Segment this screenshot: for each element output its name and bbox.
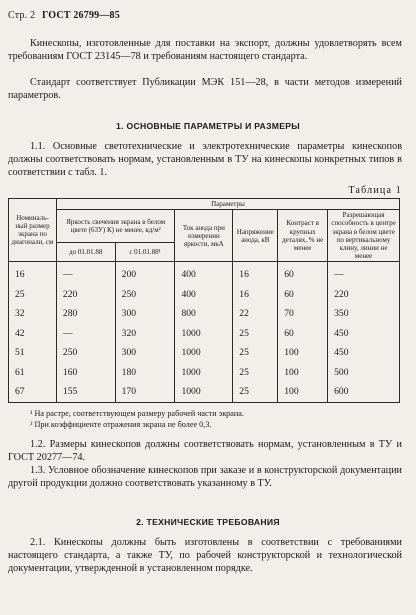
header-resolution: Разрешающая способность в центре экрана в белом цвете по вертикальному клину, линии не менее (328, 210, 400, 262)
table-cell: 100 (278, 363, 328, 383)
table-cell: 200 (115, 262, 175, 285)
table-cell: 25 (9, 285, 57, 305)
table-cell: 1000 (175, 343, 233, 363)
header-anode-current: Ток анода при измерении яркости, мкА (175, 210, 233, 262)
intro-paragraph-1: Кинескопы, изготовленные для поставки на экспорт, должны удовлетворять всем требованиям ГОСТ 23145—78 и требованиям настоящего стандарта. (8, 38, 402, 62)
paragraph-1-1: 1.1. Основные светотехнические и электротехнические параметры кинескопов должны соответствовать нормам, установленным в ТУ на кинескопы конкретных типов в соответствии с табл. 1. (8, 141, 402, 178)
header-before-date: до 01.01.88 (56, 243, 115, 262)
table-cell: 1000 (175, 363, 233, 383)
table-row (9, 363, 400, 383)
table-cell: 25 (233, 324, 278, 344)
table-cell: 450 (328, 324, 400, 344)
footnote-2: ² При коэффициенте отражения экрана не более 0,3. (30, 420, 212, 429)
table-cell: — (328, 262, 400, 285)
table-cell: 350 (328, 304, 400, 324)
paragraph-1-3: 1.3. Условное обозначение кинескопов при заказе и в конструкторской документации другой продукции должно соответствовать указанному в ТУ. (8, 465, 402, 489)
table-cell: 67 (9, 382, 57, 402)
footnote-1: ¹ На растре, соответствующем размеру рабочей части экрана. (30, 409, 244, 418)
table-cell: 32 (9, 304, 57, 324)
table-cell: 51 (9, 343, 57, 363)
table-row (9, 262, 400, 285)
table-cell: 60 (278, 285, 328, 305)
table-cell: — (56, 262, 115, 285)
table-cell: 500 (328, 363, 400, 383)
section-2-title: 2. ТЕХНИЧЕСКИЕ ТРЕБОВАНИЯ (136, 517, 280, 527)
table-row (9, 285, 400, 305)
table-cell: 100 (278, 343, 328, 363)
table-cell: 400 (175, 285, 233, 305)
table-cell: 1000 (175, 382, 233, 402)
page-number: Стр. 2 (8, 10, 36, 21)
table-cell: 320 (115, 324, 175, 344)
intro-paragraph-2: Стандарт соответствует Публикации МЭК 151—28, в части методов измерений параметров. (8, 77, 402, 101)
table-cell: 600 (328, 382, 400, 402)
header-diagonal: Номиналь-ный размер экрана по диагонали, см (9, 199, 57, 262)
table-cell: 220 (328, 285, 400, 305)
header-anode-voltage: Напряжение анода, кВ (233, 210, 278, 262)
table-cell: 42 (9, 324, 57, 344)
table-cell: 180 (115, 363, 175, 383)
table-cell: 16 (233, 285, 278, 305)
section-1-title: 1. ОСНОВНЫЕ ПАРАМЕТРЫ И РАЗМЕРЫ (116, 121, 300, 131)
table-row (9, 382, 400, 402)
table-caption: Таблица 1 (348, 185, 402, 196)
paragraph-1-2: 1.2. Размеры кинескопов должны соответствовать нормам, установленным в ТУ и ГОСТ 20277—74. (8, 439, 402, 463)
table-cell: 61 (9, 363, 57, 383)
table-cell: — (56, 324, 115, 344)
header-brightness: Яркость свечения экрана в белом цвете (63У) К) не менее, кд/м² (56, 210, 175, 243)
table-cell: 250 (115, 285, 175, 305)
table-cell: 800 (175, 304, 233, 324)
table-cell: 16 (233, 262, 278, 285)
table-cell: 450 (328, 343, 400, 363)
table-cell: 160 (56, 363, 115, 383)
page-header (8, 10, 120, 21)
table-cell: 22 (233, 304, 278, 324)
paragraph-2-1: 2.1. Кинескопы должны быть изготовлены в соответствии с требованиями настоящего стандарта, а также ТУ, по рабочей конструкторской и технологической документации, утвержденной в установленном порядке. (8, 537, 402, 574)
header-parameters: Параметры (56, 199, 399, 210)
table-cell: 100 (278, 382, 328, 402)
parameters-table (8, 198, 400, 403)
table-cell: 25 (233, 343, 278, 363)
table-row (9, 304, 400, 324)
table-cell: 60 (278, 262, 328, 285)
table-cell: 25 (233, 363, 278, 383)
header-after-date: с 01.01.88¹ (115, 243, 175, 262)
table-cell: 300 (115, 304, 175, 324)
table-row (9, 324, 400, 344)
table-row (9, 343, 400, 363)
standard-number: ГОСТ 26799—85 (41, 10, 120, 21)
table-cell: 280 (56, 304, 115, 324)
table-cell: 25 (233, 382, 278, 402)
table-cell: 220 (56, 285, 115, 305)
table-cell: 250 (56, 343, 115, 363)
header-contrast: Контраст в крупных деталях, % не менее (278, 210, 328, 262)
table-cell: 60 (278, 324, 328, 344)
table-cell: 155 (56, 382, 115, 402)
table-cell: 300 (115, 343, 175, 363)
table-cell: 400 (175, 262, 233, 285)
table-cell: 16 (9, 262, 57, 285)
table-cell: 1000 (175, 324, 233, 344)
table-cell: 70 (278, 304, 328, 324)
table-cell: 170 (115, 382, 175, 402)
